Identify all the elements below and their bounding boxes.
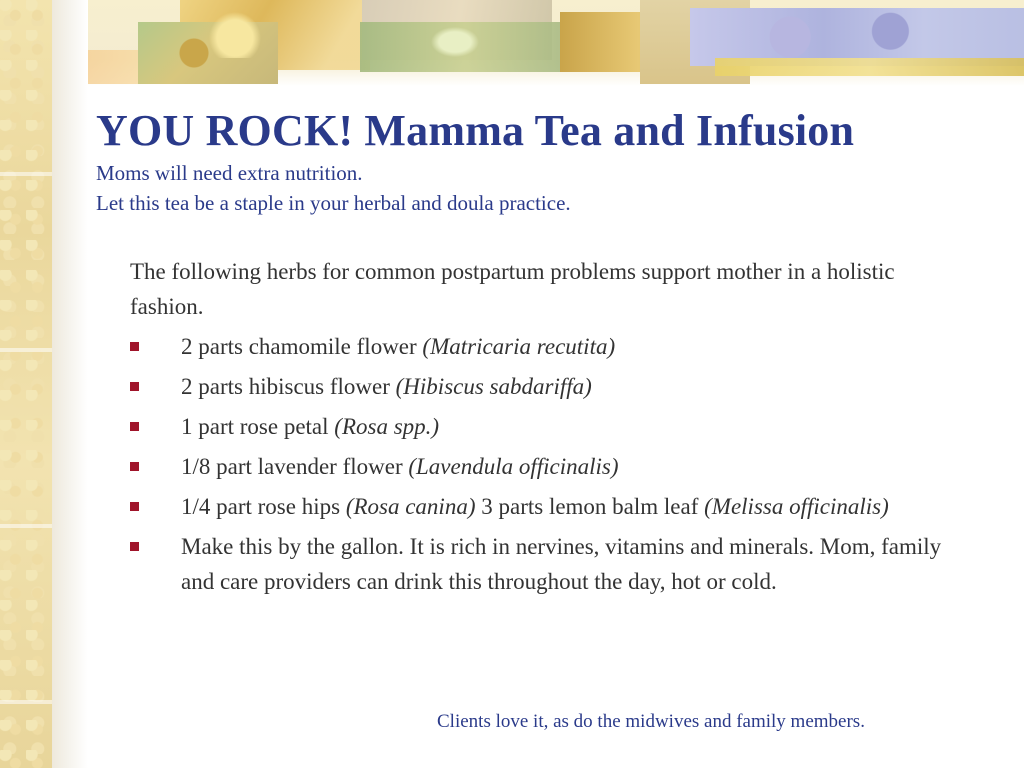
parchment-fade <box>52 0 88 768</box>
latin-name: (Rosa spp.) <box>334 414 440 439</box>
list-item <box>130 489 970 524</box>
list-item <box>130 449 970 484</box>
bullet-square-icon <box>130 542 139 551</box>
item-text: 2 parts chamomile flower <box>181 334 423 359</box>
item-text: 1 part rose petal <box>181 414 335 439</box>
slide-subtitle <box>96 158 1006 218</box>
intro-text: The following herbs for common postpartum problems support mother in a holistic fashion. <box>130 259 895 319</box>
banner-tile <box>715 58 1024 76</box>
list-item <box>130 409 970 444</box>
latin-name: (Melissa officinalis) <box>704 494 889 519</box>
slide-body <box>130 254 970 604</box>
item-text: 2 parts hibiscus flower <box>181 374 396 399</box>
item-text: 1/8 part lavender flower <box>181 454 409 479</box>
herb-list <box>130 329 970 599</box>
latin-name: (Hibiscus sabdariffa) <box>395 374 592 399</box>
item-text: Make this by the gallon. It is rich in nervines, vitamins and minerals. Mom, family and care providers can drink this throughout the day, hot or cold. <box>181 534 942 594</box>
bullet-square-icon <box>130 462 139 471</box>
bullet-square-icon <box>130 342 139 351</box>
title-block <box>96 104 1006 218</box>
bullet-square-icon <box>130 382 139 391</box>
footer-note: Clients love it, as do the midwives and family members. <box>437 711 865 732</box>
decorative-banner <box>0 0 1024 86</box>
list-item <box>130 329 970 364</box>
subtitle-line: Let this tea be a staple in your herbal and doula practice. <box>96 191 571 215</box>
leaf-decoration <box>205 8 265 58</box>
subtitle-line: Moms will need extra nutrition. <box>96 161 363 185</box>
bullet-square-icon <box>130 502 139 511</box>
bullet-square-icon <box>130 422 139 431</box>
latin-name: (Matricaria recutita) <box>422 334 616 359</box>
item-text: 1/4 part rose hips <box>181 494 346 519</box>
latin-name: (Rosa canina) <box>345 494 476 519</box>
leaf-decoration <box>420 20 490 64</box>
item-text: 3 parts lemon balm leaf <box>475 494 705 519</box>
slide-title: YOU ROCK! Mamma Tea and Infusion <box>96 106 855 155</box>
list-item <box>130 529 970 599</box>
list-item <box>130 369 970 404</box>
latin-name: (Lavendula officinalis) <box>408 454 619 479</box>
parchment-strip <box>0 0 52 768</box>
